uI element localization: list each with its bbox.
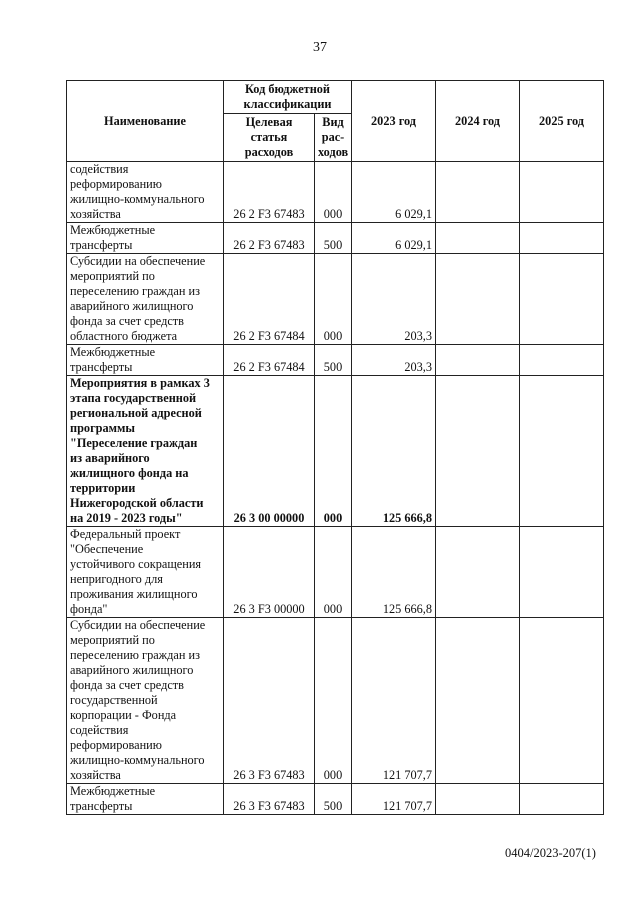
row-name: Субсидии на обеспечение мероприятий по переселению граждан из аварийного жилищного фонда за счет средств областного бюджета xyxy=(67,254,224,345)
row-expense-kind: 000 xyxy=(315,162,352,223)
table-body xyxy=(67,162,604,815)
row-value-2023: 121 707,7 xyxy=(352,784,436,815)
row-value-2024 xyxy=(436,784,520,815)
row-expense-kind: 500 xyxy=(315,223,352,254)
row-value-2025 xyxy=(520,527,604,618)
row-expense-kind: 000 xyxy=(315,254,352,345)
row-target-code: 26 3 F3 00000 xyxy=(224,527,315,618)
row-value-2023: 203,3 xyxy=(352,254,436,345)
row-name: содействия реформированию жилищно-коммунального хозяйства xyxy=(67,162,224,223)
table-row xyxy=(67,223,604,254)
row-name: Мероприятия в рамках 3 этапа государственной региональной адресной программы "Переселение граждан из аварийного жилищного фонда на территории Нижегородской области на 2019 - 2023 годы" xyxy=(67,376,224,527)
row-value-2025 xyxy=(520,618,604,784)
table-row xyxy=(67,162,604,223)
row-value-2023: 125 666,8 xyxy=(352,376,436,527)
row-value-2024 xyxy=(436,527,520,618)
row-value-2025 xyxy=(520,784,604,815)
header-2025: 2025 год xyxy=(520,81,604,162)
row-target-code: 26 3 F3 67483 xyxy=(224,784,315,815)
header-2023: 2023 год xyxy=(352,81,436,162)
row-target-code: 26 2 F3 67484 xyxy=(224,345,315,376)
row-value-2025 xyxy=(520,376,604,527)
row-value-2025 xyxy=(520,254,604,345)
row-value-2024 xyxy=(436,345,520,376)
row-value-2023: 6 029,1 xyxy=(352,162,436,223)
row-value-2025 xyxy=(520,162,604,223)
row-value-2024 xyxy=(436,376,520,527)
table-row xyxy=(67,254,604,345)
row-value-2024 xyxy=(436,618,520,784)
table-row xyxy=(67,784,604,815)
table-row xyxy=(67,618,604,784)
row-target-code: 26 2 F3 67484 xyxy=(224,254,315,345)
header-budget-code: Код бюджетной классификации xyxy=(224,81,352,114)
budget-table xyxy=(66,80,604,815)
table-header xyxy=(67,81,604,162)
row-expense-kind: 000 xyxy=(315,376,352,527)
row-value-2024 xyxy=(436,254,520,345)
row-expense-kind: 500 xyxy=(315,784,352,815)
row-target-code: 26 2 F3 67483 xyxy=(224,223,315,254)
table-row xyxy=(67,376,604,527)
page-number: 37 xyxy=(313,40,327,55)
document-code: 0404/2023-207(1) xyxy=(505,846,596,860)
header-kind: Вид рас-ходов xyxy=(315,114,352,162)
row-target-code: 26 3 F3 67483 xyxy=(224,618,315,784)
row-target-code: 26 3 00 00000 xyxy=(224,376,315,527)
row-name: Межбюджетные трансферты xyxy=(67,345,224,376)
row-value-2024 xyxy=(436,223,520,254)
header-target: Целевая статья расходов xyxy=(224,114,315,162)
table-row xyxy=(67,527,604,618)
row-name: Межбюджетные трансферты xyxy=(67,223,224,254)
row-value-2023: 121 707,7 xyxy=(352,618,436,784)
row-name: Федеральный проект "Обеспечение устойчивого сокращения непригодного для проживания жилищного фонда" xyxy=(67,527,224,618)
row-name: Субсидии на обеспечение мероприятий по переселению граждан из аварийного жилищного фонда за счет средств государственной корпорации - Фонда содействия реформированию жилищно-коммунального хозяйства xyxy=(67,618,224,784)
row-value-2023: 6 029,1 xyxy=(352,223,436,254)
header-name: Наименование xyxy=(67,81,224,162)
row-value-2025 xyxy=(520,223,604,254)
row-value-2024 xyxy=(436,162,520,223)
row-value-2023: 203,3 xyxy=(352,345,436,376)
row-value-2025 xyxy=(520,345,604,376)
header-2024: 2024 год xyxy=(436,81,520,162)
row-value-2023: 125 666,8 xyxy=(352,527,436,618)
row-name: Межбюджетные трансферты xyxy=(67,784,224,815)
row-expense-kind: 500 xyxy=(315,345,352,376)
table-row xyxy=(67,345,604,376)
row-expense-kind: 000 xyxy=(315,527,352,618)
row-target-code: 26 2 F3 67483 xyxy=(224,162,315,223)
row-expense-kind: 000 xyxy=(315,618,352,784)
